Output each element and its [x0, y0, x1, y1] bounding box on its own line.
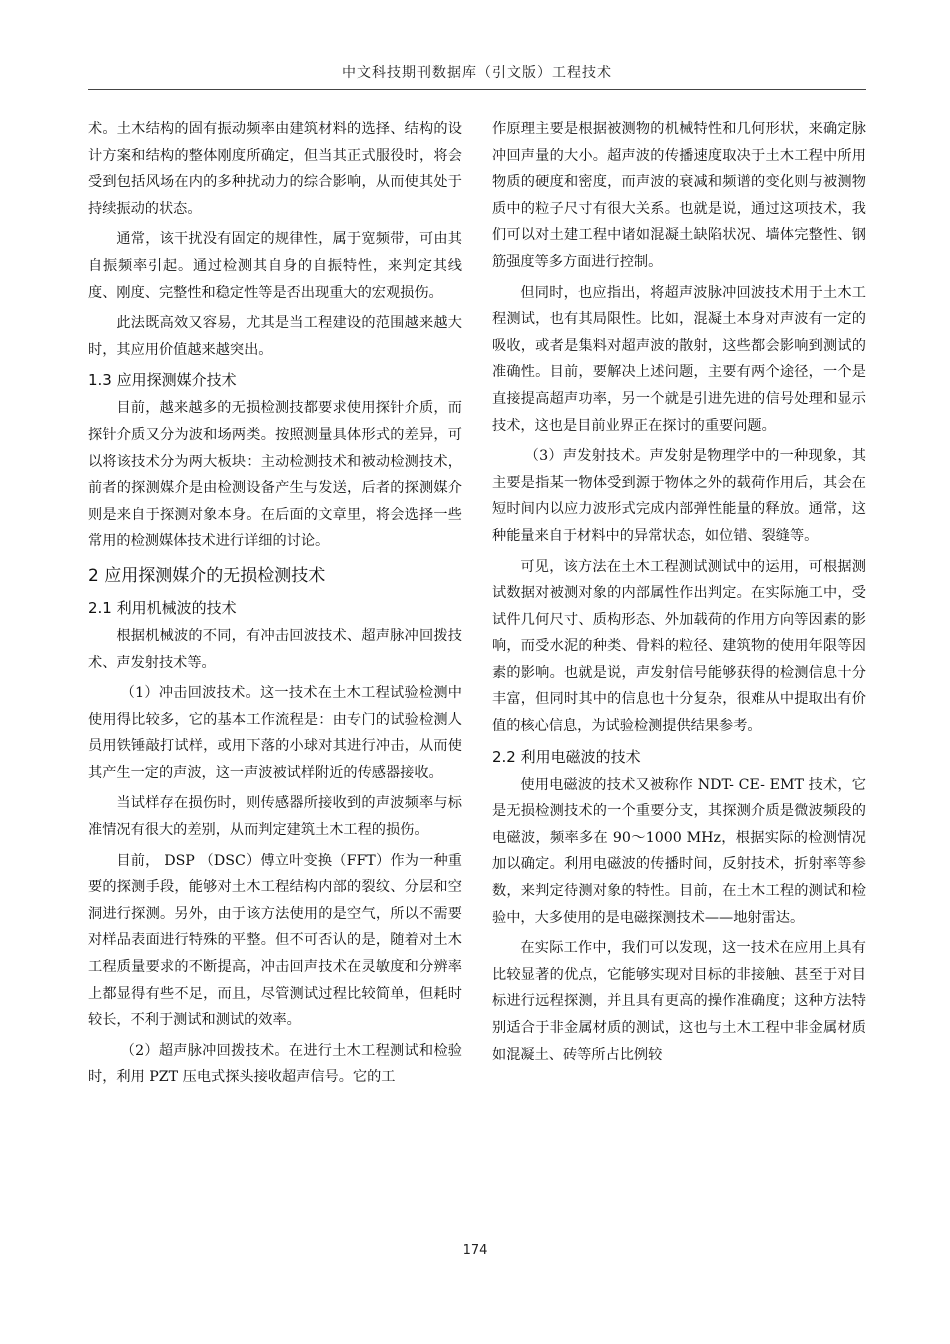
- paragraph: （2）超声脉冲回拨技术。在进行土木工程测试和检验时，利用 PZT 压电式探头接收超声信号。它的工: [88, 1042, 462, 1086]
- paragraph: 在实际工作中，我们可以发现，这一技术在应用上具有比较显著的优点，它能够实现对目标的非接触、甚至于对目标进行远程探测，并且具有更高的操作准确度；这种方法特别适合于非金属材质的测试，这也与土木工程中非金属材质如混凝土、砖等所占比例较: [492, 940, 866, 1063]
- paragraph: 使用电磁波的技术又被称作 NDT- CE- EMT 技术，它是无损检测技术的一个重要分支，其探测介质是微波频段的电磁波，频率多在 90～1000 MHz，根据实际的检测情况加以确定。利用电磁波的传播时间，反射技术，折射率等参数，来判定待测对象的特性。目前，在土木工程的测试和检验中，大多使用的是电磁探测技术——地射雷达。: [492, 776, 866, 926]
- paragraph: 通常，该干扰没有固定的规律性，属于宽频带，可由其自振频率引起。通过检测其自身的自振特性，来判定其线度、刚度、完整性和稳定性等是否出现重大的宏观损伤。: [88, 231, 462, 301]
- header-divider: [88, 89, 866, 90]
- paragraph: 术。土木结构的固有振动频率由建筑材料的选择、结构的设计方案和结构的整体刚度所确定，但当其正式服役时，将会受到包括风场在内的多种扰动力的综合影响，从而使其处于持续振动的状态。: [88, 121, 462, 217]
- paragraph: 作原理主要是根据被测物的机械特性和几何形状，来确定脉冲回声量的大小。超声波的传播速度取决于土木工程中所用物质的硬度和密度，而声波的衰减和频谱的变化则与被测物质中的粒子尺寸有很大关系。也就是说，通过这项技术，我们可以对土建工程中诸如混凝土缺陷状况、墙体完整性、钢筋强度等多方面进行控制。: [492, 121, 866, 270]
- journal-header: 中文科技期刊数据库（引文版）工程技术: [342, 65, 612, 81]
- paragraph: 当试样存在损伤时，则传感器所接收到的声波频率与标准情况有很大的差别，从而判定建筑土木工程的损伤。: [88, 795, 462, 839]
- subsection-heading: 2.1 利用机械波的技术: [88, 598, 237, 617]
- subsection-heading: 2.2 利用电磁波的技术: [492, 747, 641, 766]
- paragraph: 目前，越来越多的无损检测技都要求使用探针介质，而探针介质又分为波和场两类。按照测量具体形式的差异，可以将该技术分为两大板块：主动检测技术和被动检测技术，前者的探测媒介是由检测设备产生与发送，后者的探测媒介则是来自于探测对象本身。在后面的文章里，将会选择一些常用的检测媒体技术进行详细的讨论。: [88, 400, 462, 550]
- paragraph: 根据机械波的不同，有冲击回波技术、超声脉冲回拨技术、声发射技术等。: [88, 627, 462, 671]
- paragraph: 目前， DSP （DSC）傅立叶变换（FFT）作为一种重要的探测手段，能够对土木工程结构内部的裂纹、分层和空洞进行探测。另外，由于该方法使用的是空气，所以不需要对样品表面进行特殊的平整。但不可否认的是，随着对土木工程质量要求的不断提高，冲击回声技术在灵敏度和分辨率上都显得有些不足，而且，尽管测试过程比较简单，但耗时较长，不利于测试和测试的效率。: [88, 852, 462, 1029]
- page-number: 174: [462, 1243, 488, 1258]
- paragraph: 但同时，也应指出，将超声波脉冲回波技术用于土木工程测试，也有其局限性。比如，混凝土本身对声波有一定的吸收，或者是集料对超声波的散射，这些都会影响到测试的准确性。目前，要解决上述问题，主要有两个途径，一个是直接提高超声功率，另一个就是引进先进的信号处理和显示技术，这也是目前业界正在探讨的重要问题。: [492, 284, 866, 434]
- subsection-heading: 1.3 应用探测媒介技术: [88, 371, 237, 390]
- section-heading: 2 应用探测媒介的无损检测技术: [88, 565, 326, 586]
- paragraph: 此法既高效又容易，尤其是当工程建设的范围越来越大时，其应用价值越来越突出。: [88, 315, 462, 358]
- left-column: [88, 116, 462, 1095]
- right-column: [492, 116, 866, 1072]
- paragraph: 可见，该方法在土木工程测试测试中的运用，可根据测试数据对被测对象的内部属性作出判定。在实际施工中，受试件几何尺寸、质构形态、外加载荷的作用方向等因素的影响，而受水泥的种类、骨料的粒径、建筑物的使用年限等因素的影响。也就是说，声发射信号能够获得的检测信息十分丰富，但同时其中的信息也十分复杂，很难从中提取出有价值的核心信息，为试验检测提供结果参考。: [492, 558, 866, 735]
- paragraph: （1）冲击回波技术。这一技术在土木工程试验检测中使用得比较多，它的基本工作流程是：由专门的试验检测人员用铁锤敲打试样，或用下落的小球对其进行冲击，从而使其产生一定的声波，这一声波被试样附近的传感器接收。: [88, 685, 462, 781]
- paragraph: （3）声发射技术。声发射是物理学中的一种现象，其主要是指某一物体受到源于物体之外的载荷作用后，其会在短时间内以应力波形式完成内部弹性能量的释放。通常，这种能量来自于材料中的异常状态，如位错、裂缝等。: [492, 448, 866, 544]
